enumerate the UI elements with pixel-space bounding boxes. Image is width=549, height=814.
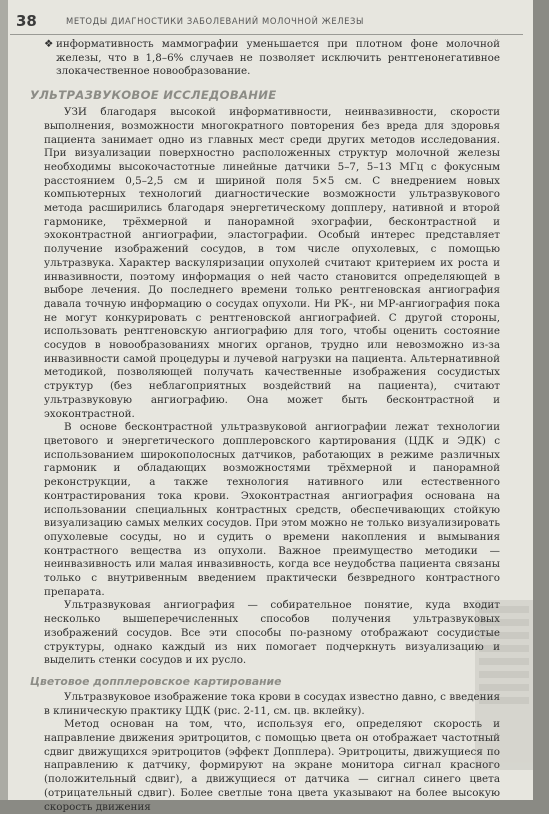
subsection-heading: Цветовое допплеровское картирование [30,674,282,688]
page-body [30,38,500,814]
paragraph: Метод основан на том, что, используя его, определяют скорость и направление движения эритроцитов, с помощью цвета он отображает частотный сдвиг движущихся эритроцитов (эффект Допплера). Эритроциты, движущиеся по направлению к датчику, формируют на экране монитора сигнал красного (положительный сдвиг), а движущиеся от датчика — сигнал синего цвета (отрицательный сдвиг). Более светлые тона цвета указывают на более высокую скорость движения [44,718,500,813]
section-heading: УЛЬТРАЗВУКОВОЕ ИССЛЕДОВАНИЕ [30,88,277,103]
diamond-bullet-icon: ❖ [44,38,54,50]
paragraph: Ультразвуковое изображение тока крови в сосудах известно давно, с введения в клиническую практику ЦДК (рис. 2-11, см. цв. вклейку). [44,690,500,717]
page-header [10,8,523,35]
paragraph: В основе бесконтрастной ультразвуковой ангиографии лежат технологии цветового и энергетического допплеровского картирования (ЦДК и ЭДК) с использованием широкополосных датчиков, работающих в режиме различных гармоник и обладающих возможностями трёхмерной и панорамной реконструкции, а также технология нативного или естественного контрастирования тока крови. Эхоконтрастная ангиография основана на использовании специальных контрастных средств, обеспечивающих стойкую визуализацию самых мелких сосудов. При этом можно не только визуализировать опухолевые сосуды, но и судить о времени накопления и вымывания контрастного вещества из опухоли. Важное преимущество методики — неинвазивность или малая инвазивность, когда все неудобства пациента связаны только с внутривенным введением практически безвредного контрастного препарата. [44,421,500,598]
bullet-item [44,38,500,79]
bullet-text: информативность маммографии уменьшается при плотном фоне молочной железы, что в 1,8–6% случаев не позволяет исключить рентгенонегативное злокачественное новообразование. [56,38,500,78]
paragraph: УЗИ благодаря высокой информативности, неинвазивности, скорости выполнения, возможности многократного повторения без вреда для здоровья пациента занимает одно из главных мест среди других методов исследования. При визуализации поверхностно расположенных структур молочной железы необходимы высокочастотные линейные датчики 5–7, 5–13 МГц с фокусным расстоянием 0,5–2,5 см и шириной поля 5×5 см. С внедрением новых компьютерных технологий диагностические возможности ультразвукового метода расширились благодаря энергетическому допплеру, нативной и второй гармонике, трёхмерной и панорамной эхографии, бесконтрастной и эхоконтрастной ангиографии, эластографии. Особый интерес представляет получение изображений сосудов, в том числе опухолевых, с помощью ультразвука. Характер васкуляризации опухолей считают критерием их роста и инвазивности, поэтому информация о ней часто становится определяющей в выборе лечения. До последнего времени только рентгеновская ангиография давала точную информацию о сосудах опухоли. Ни РК-, ни МР-ангиография пока не могут конкурировать с рентгеновской ангиографией. С другой стороны, использовать рентгеновскую ангиографию для того, чтобы оценить состояние сосудов в новообразованиях многих органов, трудно или невозможно из-за инвазивности самой процедуры и лучевой нагрузки на пациента. Альтернативной методикой, позволяющей получать качественные изображения сосудистых структур (без неблагоприятных воздействий на пациента), считают ультразвуковую ангиографию. Она может быть бесконтрастной и эхоконтрастной. [44,106,500,420]
page-number: 38 [16,12,37,30]
paragraph: Ультразвуковая ангиография — собирательное понятие, куда входит несколько вышеперечисленных способов получения ультразвуковых изображений сосудов. Все эти способы по-разному отображают сосудистые структуры, однако каждый из них помогает подчеркнуть визуализацию и выделить стенки сосудов и их русло. [44,599,500,667]
page-edge-shadow [0,0,8,800]
running-head: МЕТОДЫ ДИАГНОСТИКИ ЗАБОЛЕВАНИЙ МОЛОЧНОЙ ЖЕЛЕЗЫ [66,16,364,26]
